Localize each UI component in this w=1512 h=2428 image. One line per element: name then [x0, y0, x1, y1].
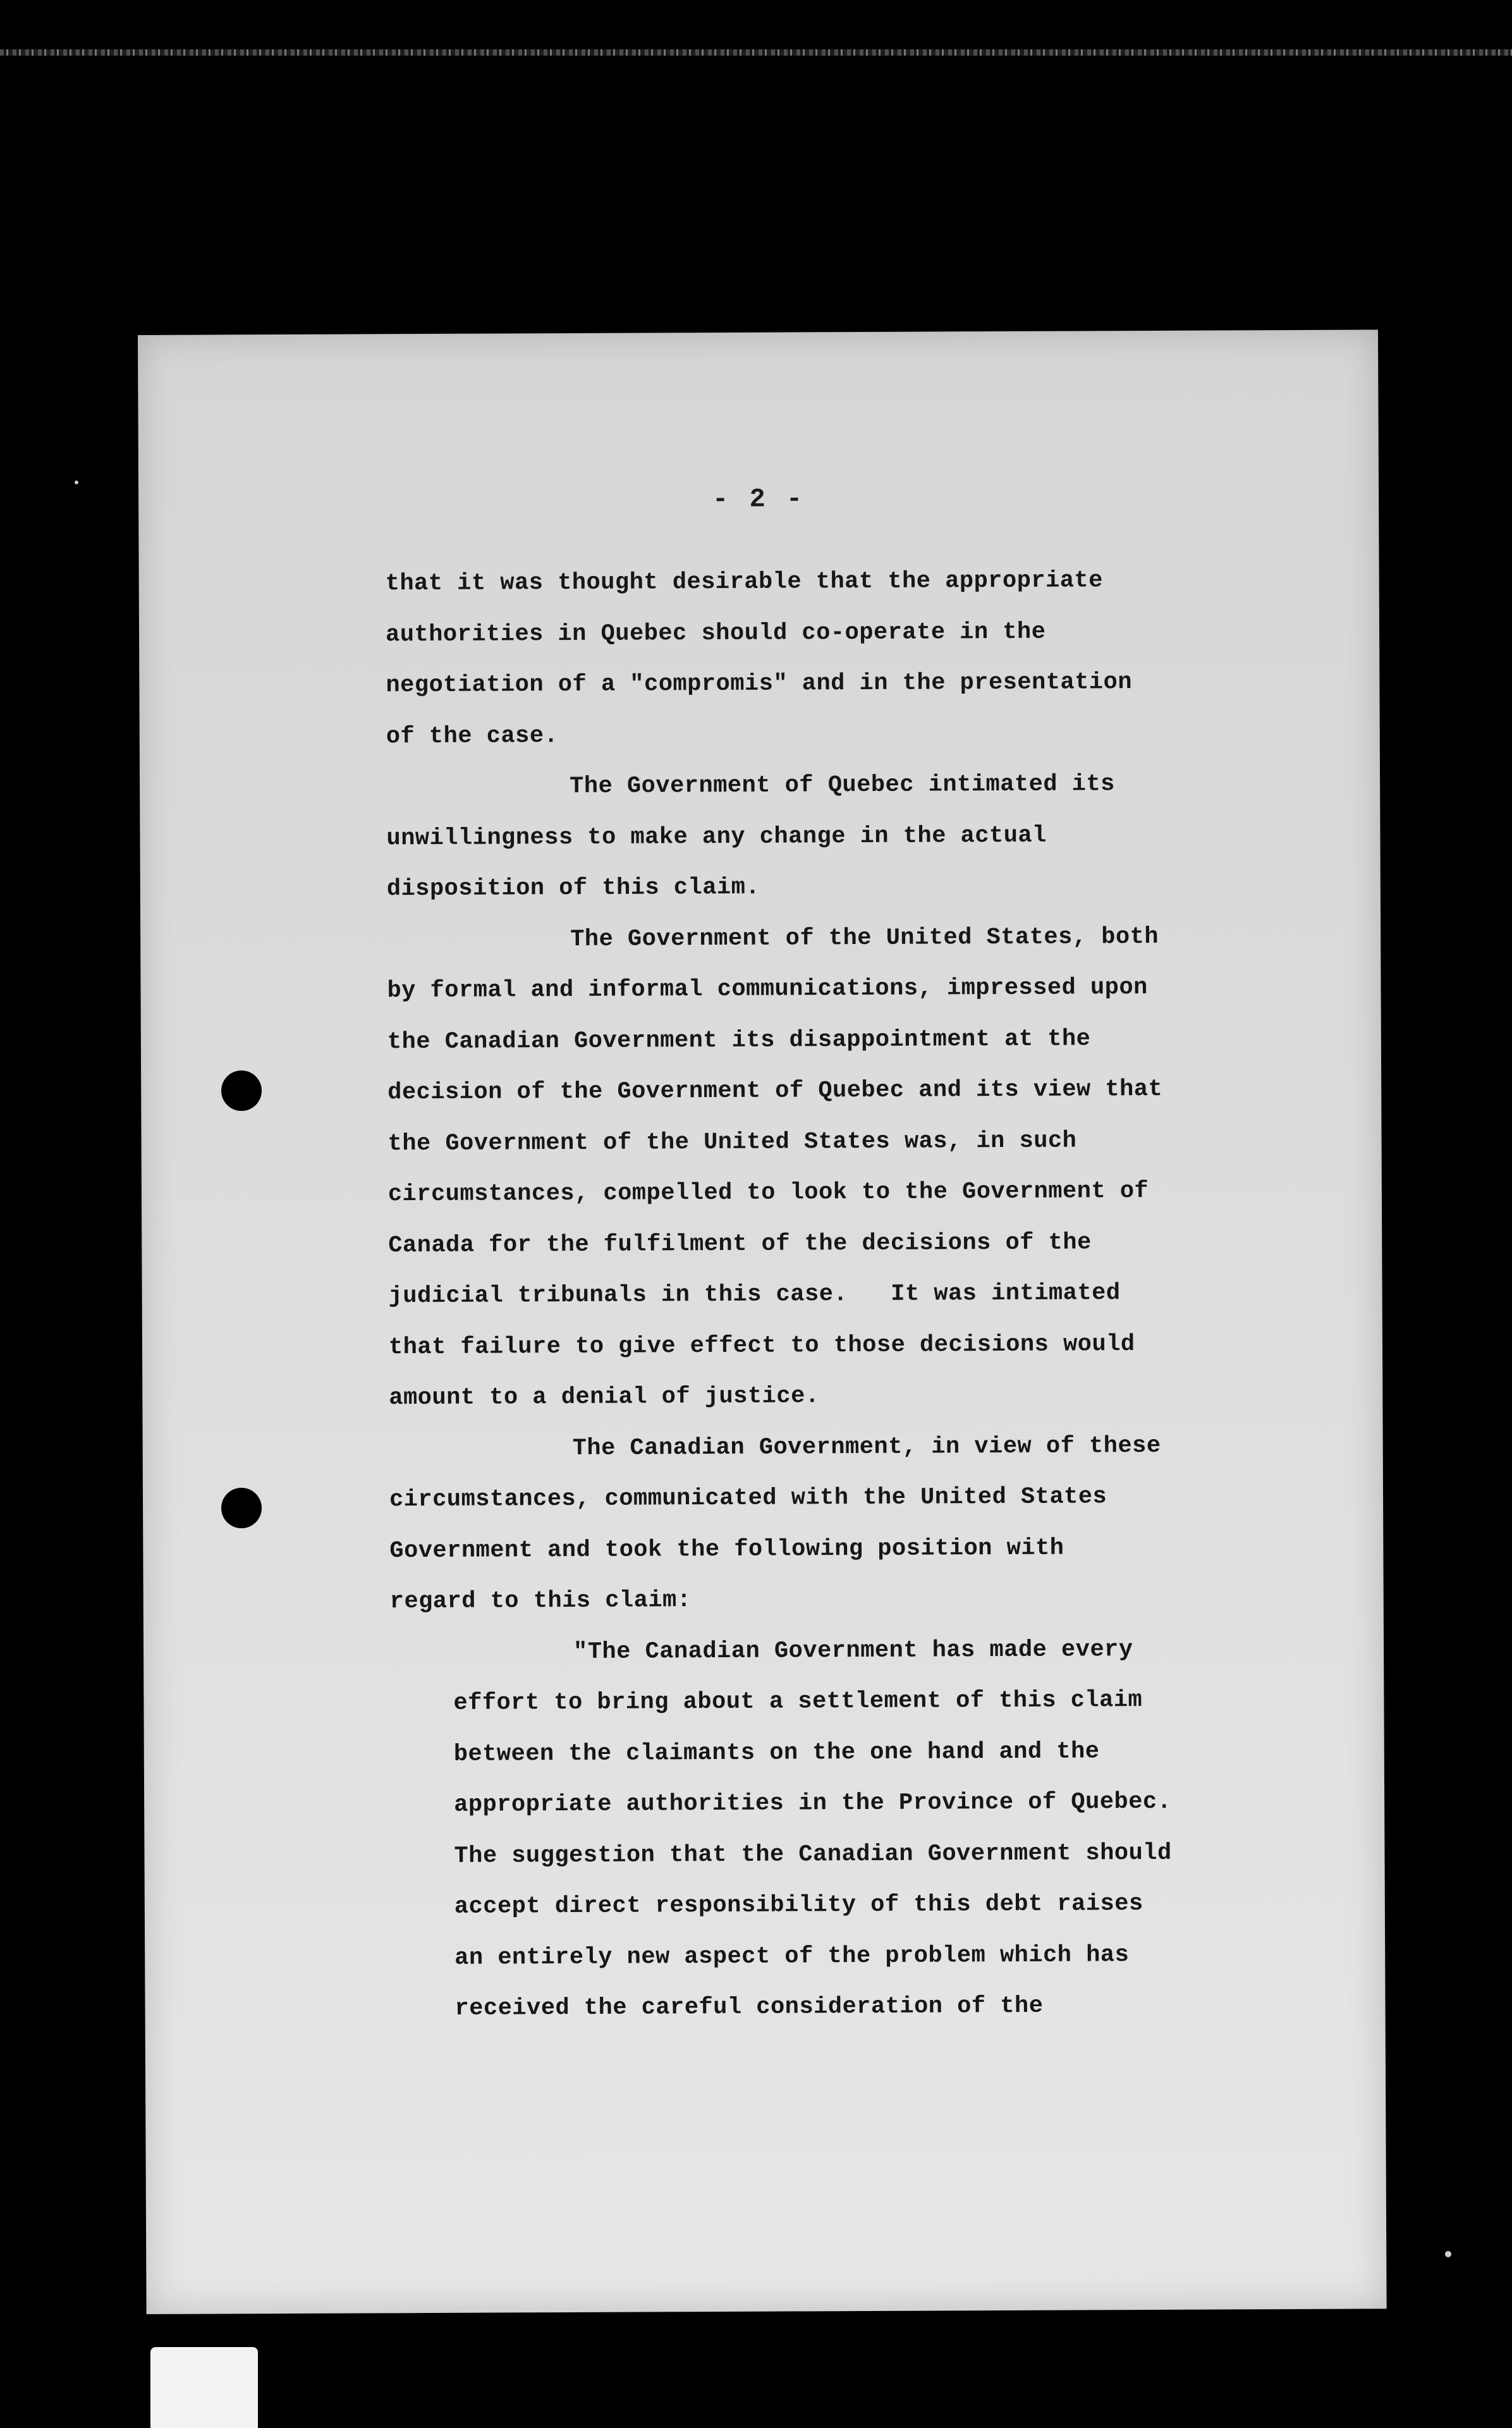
film-corner-tab	[150, 2347, 258, 2428]
text-line: of the case.	[386, 722, 559, 750]
quote-line: between the claimants on the one hand and the	[453, 1738, 1100, 1768]
text-line: the Canadian Government its disappointment at the	[387, 1025, 1091, 1055]
quote-line: "The Canadian Government has made every	[573, 1636, 1133, 1665]
text-line: judicial tribunals in this case. It was intimated	[388, 1280, 1121, 1310]
document-body	[386, 555, 1340, 2035]
text-line: that it was thought desirable that the appropriate	[385, 567, 1103, 598]
text-line: unwillingness to make any change in the actual	[386, 822, 1047, 852]
film-edge-strip	[0, 49, 1512, 56]
text-line: The Government of Quebec intimated its	[570, 771, 1115, 800]
quote-line: The suggestion that the Canadian Government should	[454, 1839, 1172, 1870]
punch-hole	[221, 1488, 262, 1528]
text-line: The Government of the United States, both	[570, 923, 1159, 953]
film-speck	[1445, 2251, 1451, 2257]
text-line: disposition of this claim.	[386, 874, 760, 903]
punch-hole	[221, 1070, 262, 1111]
quote-line: accept direct responsibility of this debt raises	[454, 1891, 1143, 1920]
text-line: Government and took the following position with	[389, 1535, 1064, 1564]
text-line: amount to a denial of justice.	[389, 1383, 820, 1412]
text-line: negotiation of a "compromis" and in the presentation	[386, 669, 1133, 699]
text-line: circumstances, compelled to look to the Government of	[387, 1178, 1149, 1208]
quote-line: an entirely new aspect of the problem which has	[454, 1941, 1130, 1971]
text-line: the Government of the United States was, in such	[387, 1127, 1077, 1157]
quote-line: appropriate authorities in the Province of Quebec.	[454, 1788, 1172, 1818]
film-speck	[75, 481, 78, 484]
quote-line: received the careful consideration of the	[454, 1992, 1044, 2022]
text-line: regard to this claim:	[389, 1587, 692, 1616]
text-line: that failure to give effect to those decisions would	[388, 1330, 1135, 1361]
text-line: circumstances, communicated with the United States	[389, 1483, 1107, 1514]
text-line: decision of the Government of Quebec and its view that	[387, 1076, 1163, 1107]
text-line: The Canadian Government, in view of these	[572, 1432, 1161, 1462]
page-number: - 2 -	[712, 484, 805, 515]
document-page	[138, 329, 1387, 2314]
text-line: by formal and informal communications, impressed upon	[387, 974, 1148, 1005]
quote-line: effort to bring about a settlement of this claim	[453, 1687, 1143, 1717]
text-line: authorities in Quebec should co-operate in the	[385, 618, 1046, 648]
text-line: Canada for the fulfilment of the decisions of the	[388, 1229, 1092, 1259]
